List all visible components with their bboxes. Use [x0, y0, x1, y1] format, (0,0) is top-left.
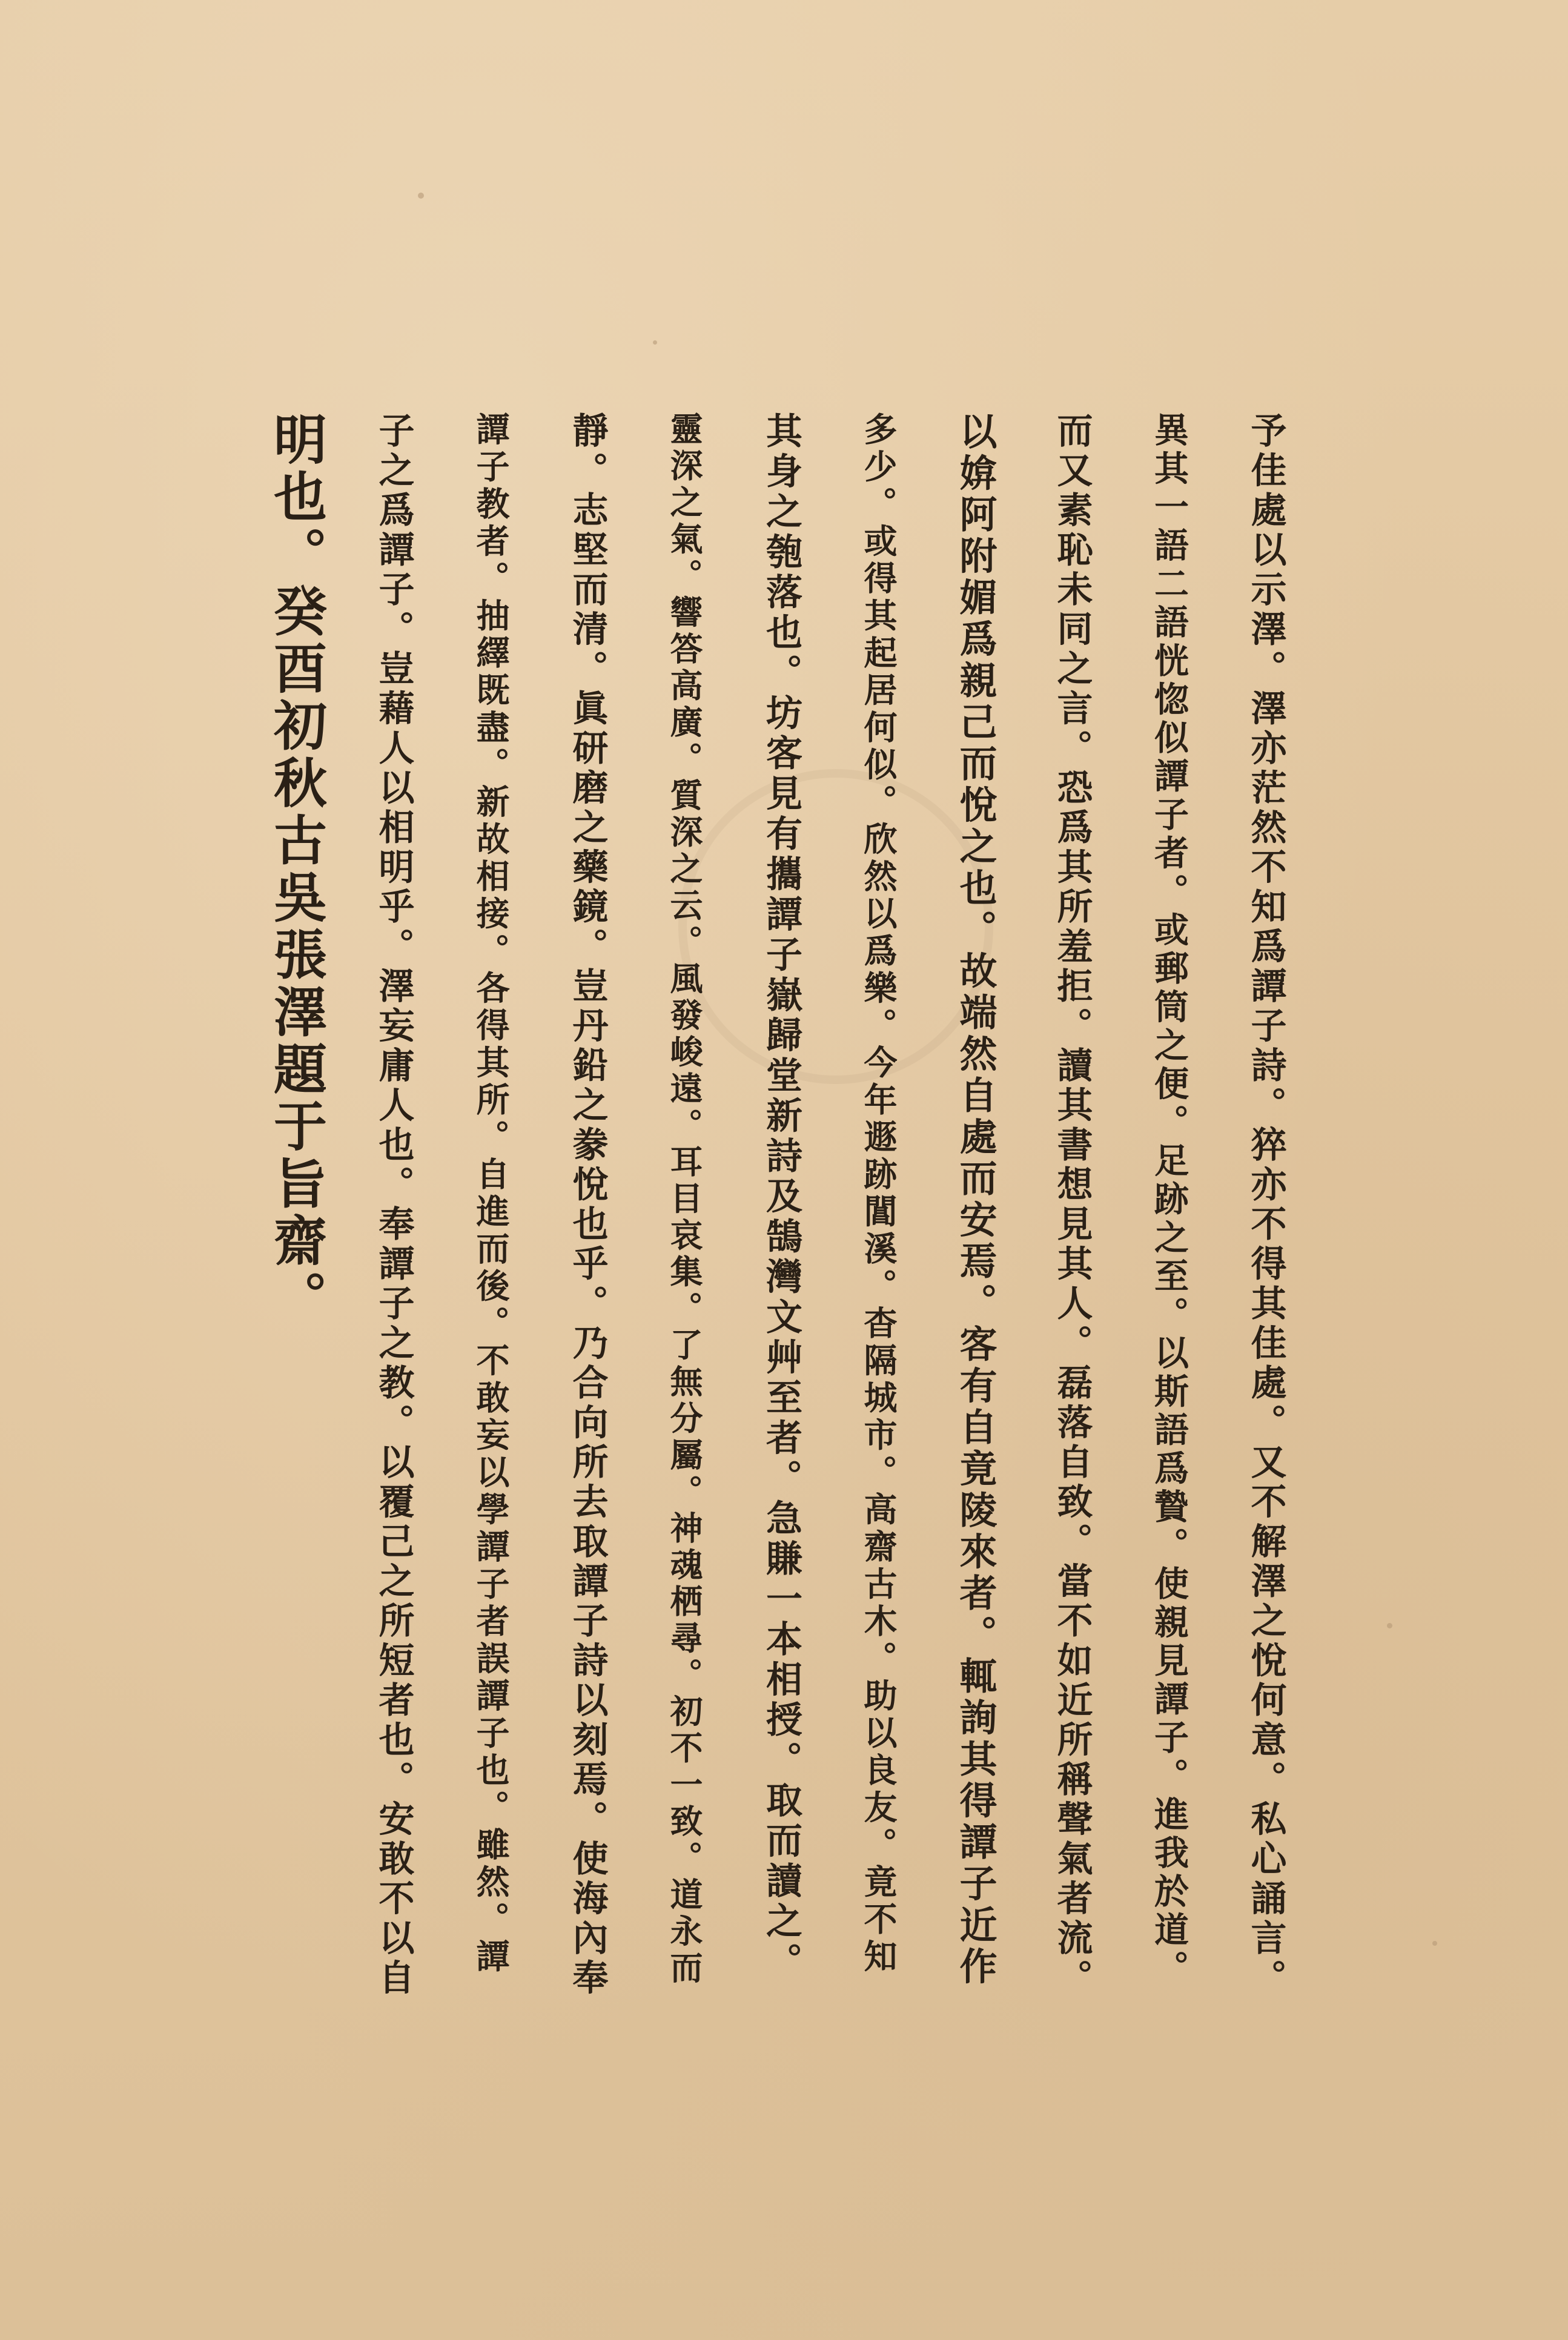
text-column: [442, 412, 539, 1998]
column-text: 予佳處以示澤。澤亦茫然不知爲譚子詩。猝亦不得其佳處。又不解澤之悅何意。私心誦言。: [1245, 412, 1287, 1998]
column-text: 靜。志堅而清。眞研磨之藥鏡。豈丹鉛之豢悅也乎。乃合向所去取譚子詩以刻焉。使海內奉: [566, 412, 609, 1998]
column-text: 以媕阿附媚爲親己而悅之也。故端然自處而安焉。客有自竟陵來者。輒詢其得譚子近作: [953, 412, 997, 1988]
column-text: 多少。或得其起居何似。欣然以爲樂。今年遯跡閶溪。杳隔城市。高齋古木。助以良友。竟不知: [858, 412, 898, 1976]
paper-speck: [1432, 1941, 1437, 1946]
column-text: 明也。癸酉初秋古吳張澤題于旨齋。: [265, 412, 328, 1327]
text-column: [830, 412, 927, 1998]
column-text: 靈深之氣。響答高廣。質深之云。風發峻遠。耳目哀集。了無分屬。神魂栖尋。初不一致。道永而: [665, 412, 704, 1988]
text-column: [636, 412, 733, 1998]
paper-speck: [418, 193, 424, 199]
column-text: 而又素恥未同之言。恐爲其所羞拒。讀其書想見其人。磊落自致。當不如近所稱聲氣者流。: [1051, 412, 1093, 1998]
column-text: 譚子教者。抽繹既盡。新故相接。各得其所。自進而後。不敢妄以學譚子者誤譚子也。雖然。譚: [471, 412, 511, 1976]
text-column: [1217, 412, 1314, 1998]
text-column: [248, 412, 345, 1998]
text-column: [733, 412, 830, 1998]
text-column: [539, 412, 636, 1998]
vertical-text-block: [248, 412, 1314, 1998]
text-column: [927, 412, 1024, 1998]
text-column: [1024, 412, 1120, 1998]
paper-speck: [1387, 1623, 1392, 1628]
column-text: 子之爲譚子。豈藉人以相明乎。澤妄庸人也。奉譚子之教。以覆己之所短者也。安敢不以自: [372, 412, 415, 1998]
column-text: 其身之匏落也。坊客見有攜譚子嶽歸堂新詩及鵠灣文艸至者。急賺一本相授。取而讀之。: [760, 412, 802, 1983]
text-column: [345, 412, 442, 1998]
paper-speck: [653, 340, 657, 345]
column-text: 異其一語二語恍惚似譚子者。或郵筒之便。足跡之至。以斯語爲贄。使親見譚子。進我於道。: [1148, 412, 1189, 1989]
text-column: [1120, 412, 1217, 1998]
